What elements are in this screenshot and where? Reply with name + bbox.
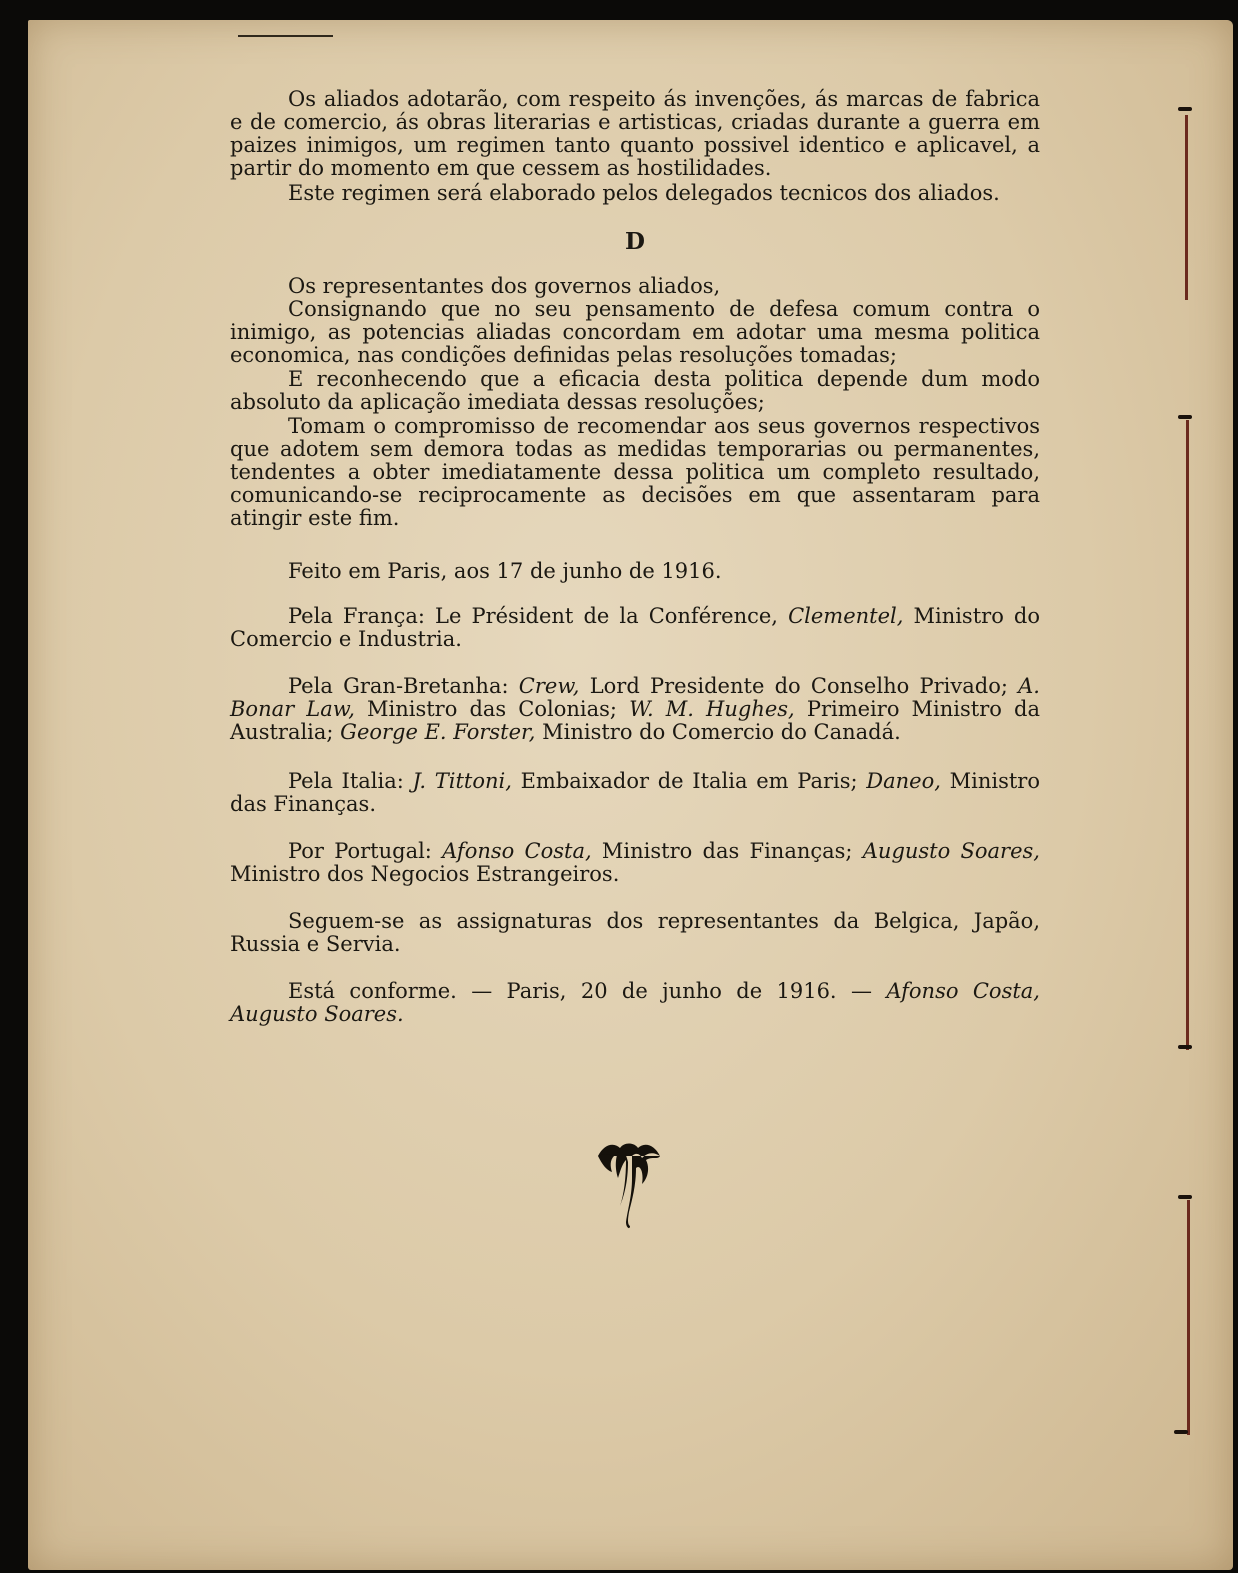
tailpiece-ornament-icon: [596, 1138, 662, 1233]
paragraph-consignando: Consignando que no seu pensamento de defesa comum contra o inimigo, as potencias aliadas concordam em adotar uma mesma politica economica, nas condições definidas pelas resoluções tomadas;: [230, 297, 1040, 367]
margin-tick: [1174, 1430, 1188, 1434]
portugal-name-2: Augusto Soares,: [862, 839, 1040, 863]
signature-france: [230, 605, 1040, 651]
paragraph-regimen: Este regimen será elaborado pelos delegados tecnicos dos aliados.: [288, 181, 1000, 205]
italy-prefix: Pela Italia:: [288, 769, 413, 793]
italy-name-1: J. Tittoni,: [412, 769, 512, 793]
paragraph-representantes: Os representantes dos governos aliados,: [288, 274, 721, 298]
britain-name-4: George E. Forster,: [340, 720, 536, 744]
france-name: Clementel,: [788, 604, 904, 628]
margin-tick: [1178, 1045, 1192, 1049]
paragraph-inventions: Os aliados adotarão, com respeito ás invenções, ás marcas de fabrica e de comercio, ás obras literarias e artisticas, criadas durante a guerra em paizes inimigos, um regimen tanto quanto possivel identico e aplicavel, a partir do momento em que cessem as hostilidades.: [230, 87, 1040, 180]
top-rule: [238, 35, 333, 37]
margin-line-middle: [1186, 420, 1189, 1050]
document-page: [28, 20, 1233, 1570]
italy-text-2: Ministro das Finanças.: [230, 769, 1040, 816]
closing-prefix: Está conforme. — Paris, 20 de junho de 1916. —: [288, 979, 887, 1003]
margin-line-top: [1185, 115, 1188, 300]
paragraph-esta-conforme: [230, 980, 1040, 1026]
britain-name-1: Crew,: [518, 674, 580, 698]
section-heading: D: [625, 228, 645, 255]
britain-name-3: W. M. Hughes,: [629, 697, 795, 721]
signature-portugal: [230, 840, 1040, 886]
britain-text-4: Ministro do Comercio do Canadá.: [535, 720, 901, 744]
paragraph-other-signatures: Seguem-se as assignaturas dos representantes da Belgica, Japão, Russia e Servia.: [230, 909, 1040, 956]
britain-name-2: A. Bonar Law,: [230, 674, 1040, 721]
britain-text-2: Ministro das Colonias;: [354, 697, 630, 721]
italy-name-2: Daneo,: [866, 769, 941, 793]
margin-tick: [1178, 415, 1192, 419]
signature-britain: [230, 675, 1040, 744]
margin-tick: [1178, 1195, 1192, 1199]
paragraph-reconhecendo: E reconhecendo que a eficacia desta politica depende dum modo absoluto da aplicação imediata dessas resoluções;: [230, 367, 1040, 414]
paragraph-feito-em-paris: Feito em Paris, aos 17 de junho de 1916.: [288, 559, 722, 583]
france-suffix: Ministro do Comercio e Industria.: [230, 604, 1040, 651]
france-prefix: Pela França: Le Président de la Conférence,: [288, 604, 789, 628]
portugal-prefix: Por Portugal:: [288, 839, 443, 863]
portugal-text-2: Ministro dos Negocios Estrangeiros.: [230, 862, 620, 886]
closing-names: Afonso Costa, Augusto Soares.: [230, 979, 1040, 1026]
paragraph-compromisso: Tomam o compromisso de recomendar aos seus governos respectivos que adotem sem demora todas as medidas temporarias ou permanentes, tendentes a obter imediatamente dessa politica um completo resultado, comunicando-se reciprocamente as decisões em que assentaram para atingir este fim.: [230, 414, 1040, 530]
portugal-text-1: Ministro das Finanças;: [591, 839, 863, 863]
signature-italy: [230, 770, 1040, 816]
britain-prefix: Pela Gran-Bretanha:: [288, 674, 519, 698]
britain-text-1: Lord Presidente do Conselho Privado;: [579, 674, 1019, 698]
margin-line-bottom: [1187, 1200, 1190, 1435]
margin-tick: [1178, 107, 1192, 111]
portugal-name-1: Afonso Costa,: [442, 839, 592, 863]
britain-text-3: Primeiro Ministro da Australia;: [230, 697, 1040, 744]
italy-text-1: Embaixador de Italia em Paris;: [511, 769, 867, 793]
